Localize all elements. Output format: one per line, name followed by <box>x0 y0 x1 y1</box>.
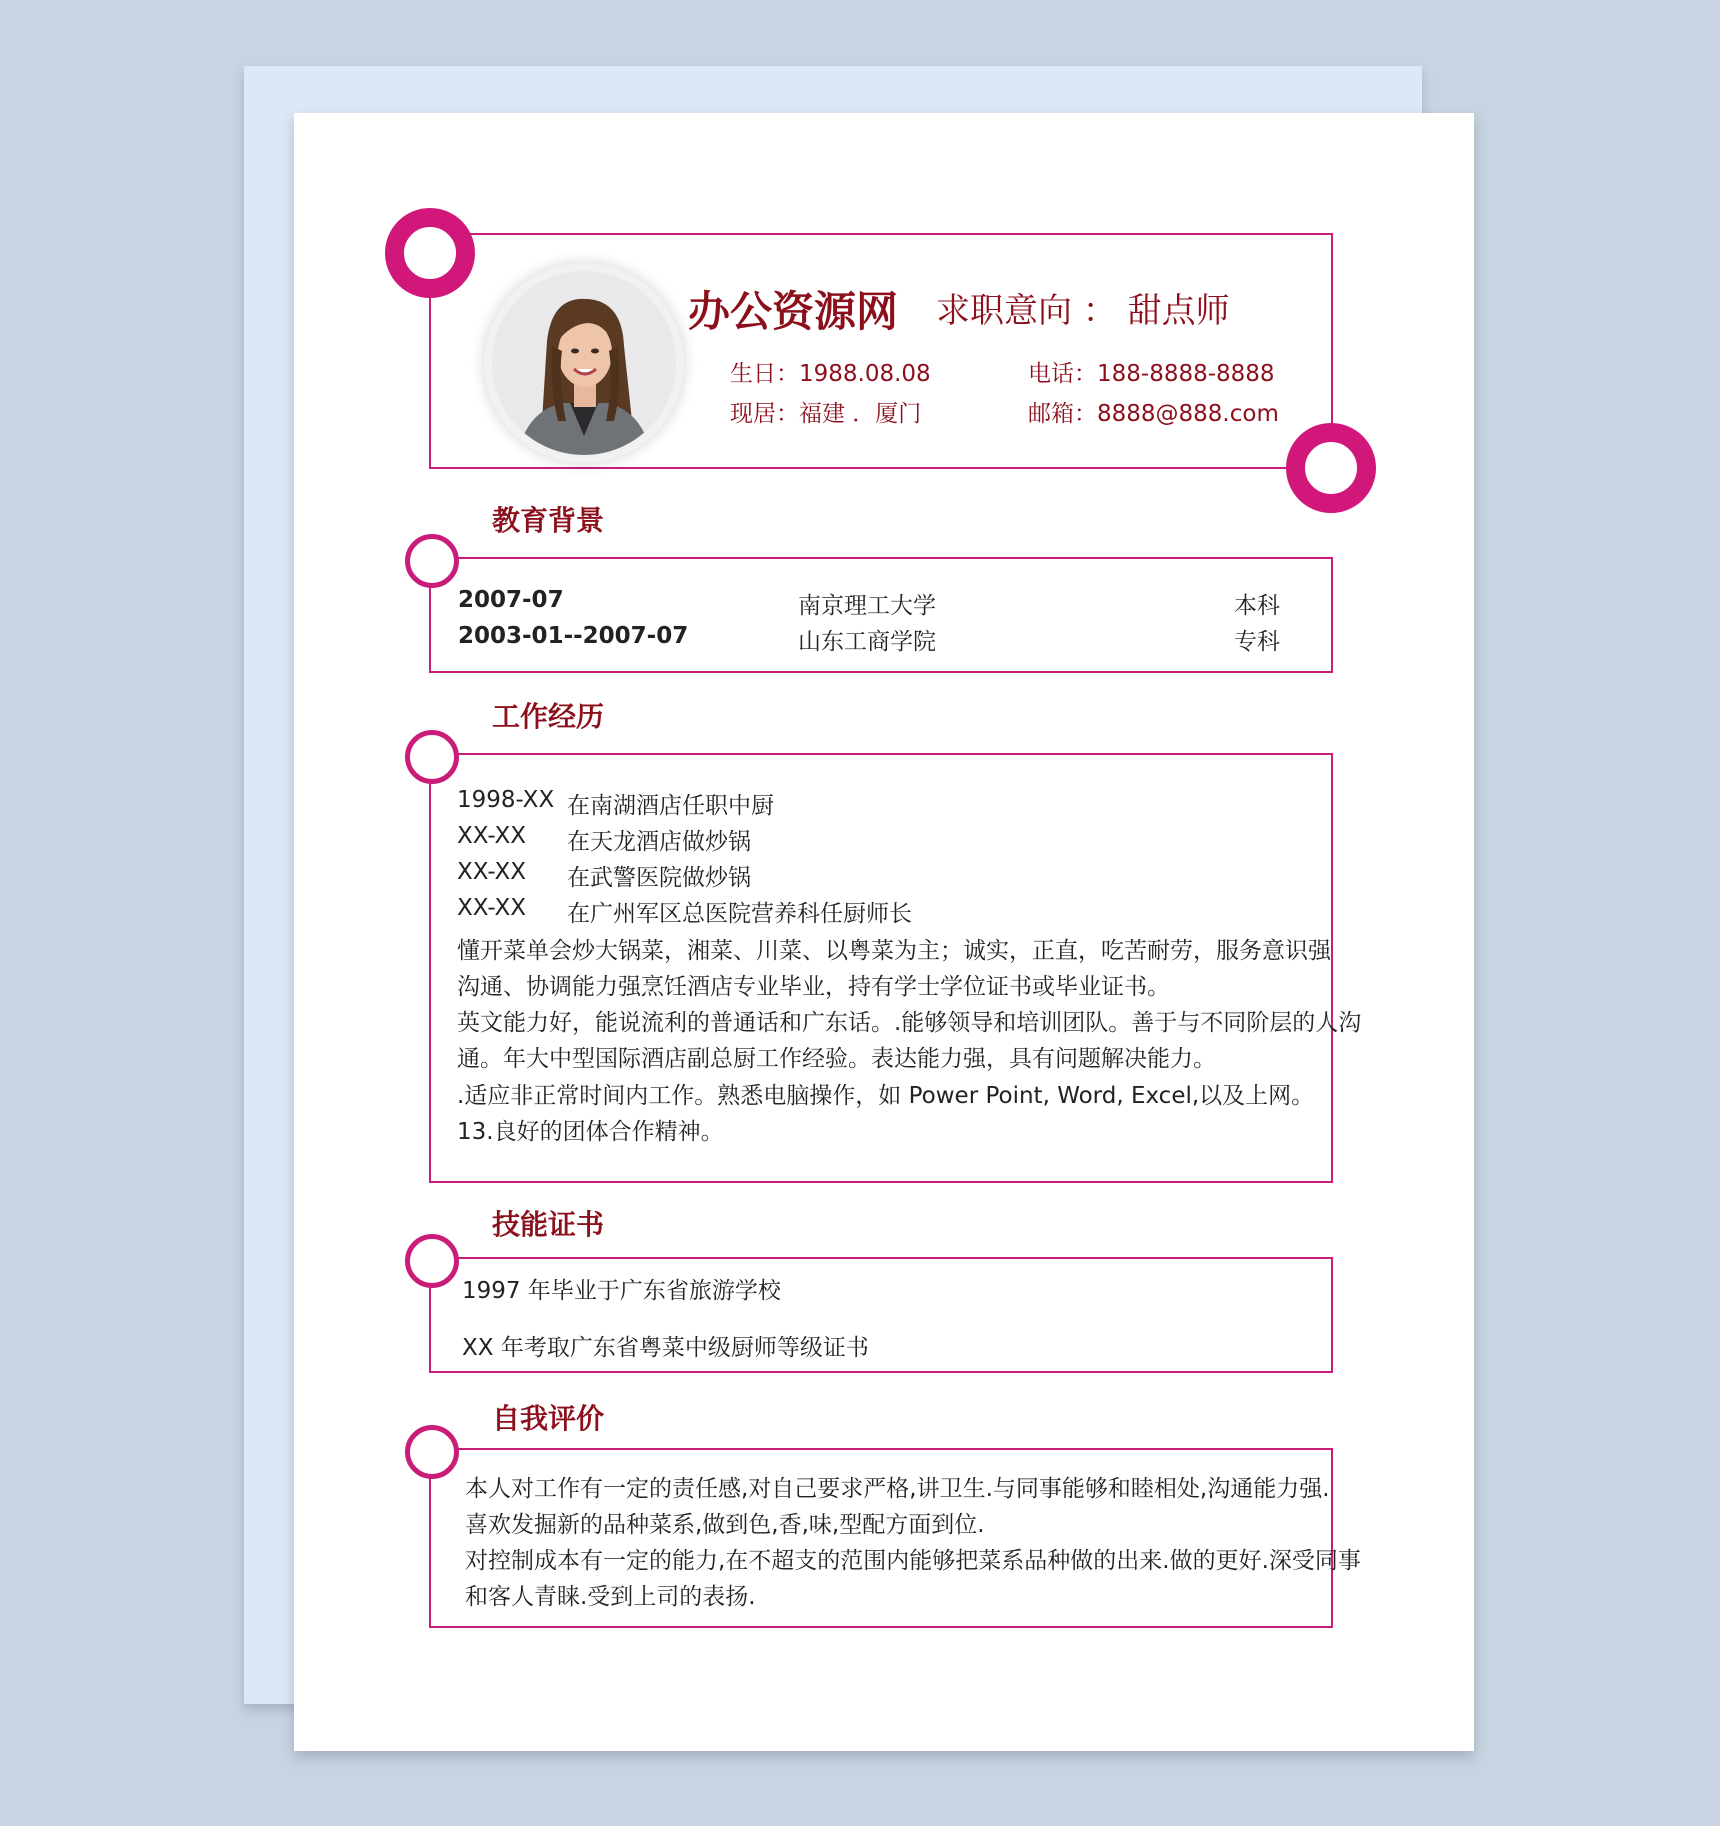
education-degree: 本科 <box>1234 593 1280 619</box>
self-title: 自我评价 <box>492 1402 605 1435</box>
work-paragraph-line: 英文能力好，能说流利的普通话和广东话。.能够领导和培训团队。善于与不同阶层的人沟 <box>457 1010 1362 1036</box>
work-paragraph-line: 沟通、协调能力强烹饪酒店专业毕业，持有学士学位证书或毕业证书。 <box>457 974 1170 1000</box>
avatar <box>484 263 684 463</box>
work-paragraph-line: 13.良好的团体合作精神。 <box>457 1119 724 1145</box>
work-desc: 在南湖酒店任职中厨 <box>567 793 774 819</box>
work-title: 工作经历 <box>492 700 605 733</box>
work-date: 1998-XX <box>457 787 555 813</box>
education-school: 南京理工大学 <box>798 593 936 619</box>
resume-page <box>294 113 1474 1751</box>
work-desc: 在武警医院做炒锅 <box>567 865 751 891</box>
job-intent: 求职意向 ： 甜点师 <box>936 291 1230 331</box>
work-date: XX-XX <box>457 859 527 885</box>
education-date: 2003-01--2007-07 <box>458 623 689 649</box>
skill-item: 1997 年毕业于广东省旅游学校 <box>462 1278 781 1304</box>
education-title: 教育背景 <box>492 504 605 537</box>
work-desc: 在广州军区总医院营养科任厨师长 <box>567 901 912 927</box>
education-degree: 专科 <box>1234 629 1280 655</box>
work-paragraph-line: 通。年大中型国际酒店副总厨工作经验。表达能力强，具有问题解决能力。 <box>457 1046 1216 1072</box>
birth-date: 生日：1988.08.08 <box>730 361 931 387</box>
work-ring <box>405 730 459 784</box>
self-line: 本人对工作有一定的责任感,对自己要求严格,讲卫生.与同事能够和睦相处,沟通能力强. <box>465 1476 1330 1502</box>
email: 邮箱：8888@888.com <box>1028 401 1279 427</box>
decor-ring-bottom-right <box>1286 423 1376 513</box>
education-school: 山东工商学院 <box>798 629 936 655</box>
self-line: 对控制成本有一定的能力,在不超支的范围内能够把菜系品种做的出来.做的更好.深受同事 <box>465 1548 1361 1574</box>
work-desc: 在天龙酒店做炒锅 <box>567 829 751 855</box>
work-date: XX-XX <box>457 895 527 921</box>
work-date: XX-XX <box>457 823 527 849</box>
avatar-photo <box>492 271 676 455</box>
work-paragraph-line: .适应非正常时间内工作。熟悉电脑操作，如 Power Point, Word, Excel,以及上网。 <box>457 1083 1315 1109</box>
skill-item: XX 年考取广东省粤菜中级厨师等级证书 <box>462 1335 869 1361</box>
decor-ring-top-left <box>385 208 475 298</box>
education-ring <box>405 534 459 588</box>
education-date: 2007-07 <box>458 587 564 613</box>
self-ring <box>405 1425 459 1479</box>
residence: 现居：福建 ．厦门 <box>730 401 922 427</box>
phone: 电话：188-8888-8888 <box>1028 361 1275 387</box>
skills-ring <box>405 1234 459 1288</box>
applicant-name: 办公资源网 <box>688 287 899 336</box>
skills-title: 技能证书 <box>492 1208 605 1241</box>
self-line: 喜欢发掘新的品种菜系,做到色,香,味,型配方面到位. <box>465 1512 985 1538</box>
portrait-image <box>492 271 676 455</box>
self-line: 和客人青睐.受到上司的表扬. <box>465 1584 756 1610</box>
work-paragraph-line: 懂开菜单会炒大锅菜，湘菜、川菜、以粤菜为主；诚实，正直，吃苦耐劳，服务意识强 <box>457 938 1331 964</box>
